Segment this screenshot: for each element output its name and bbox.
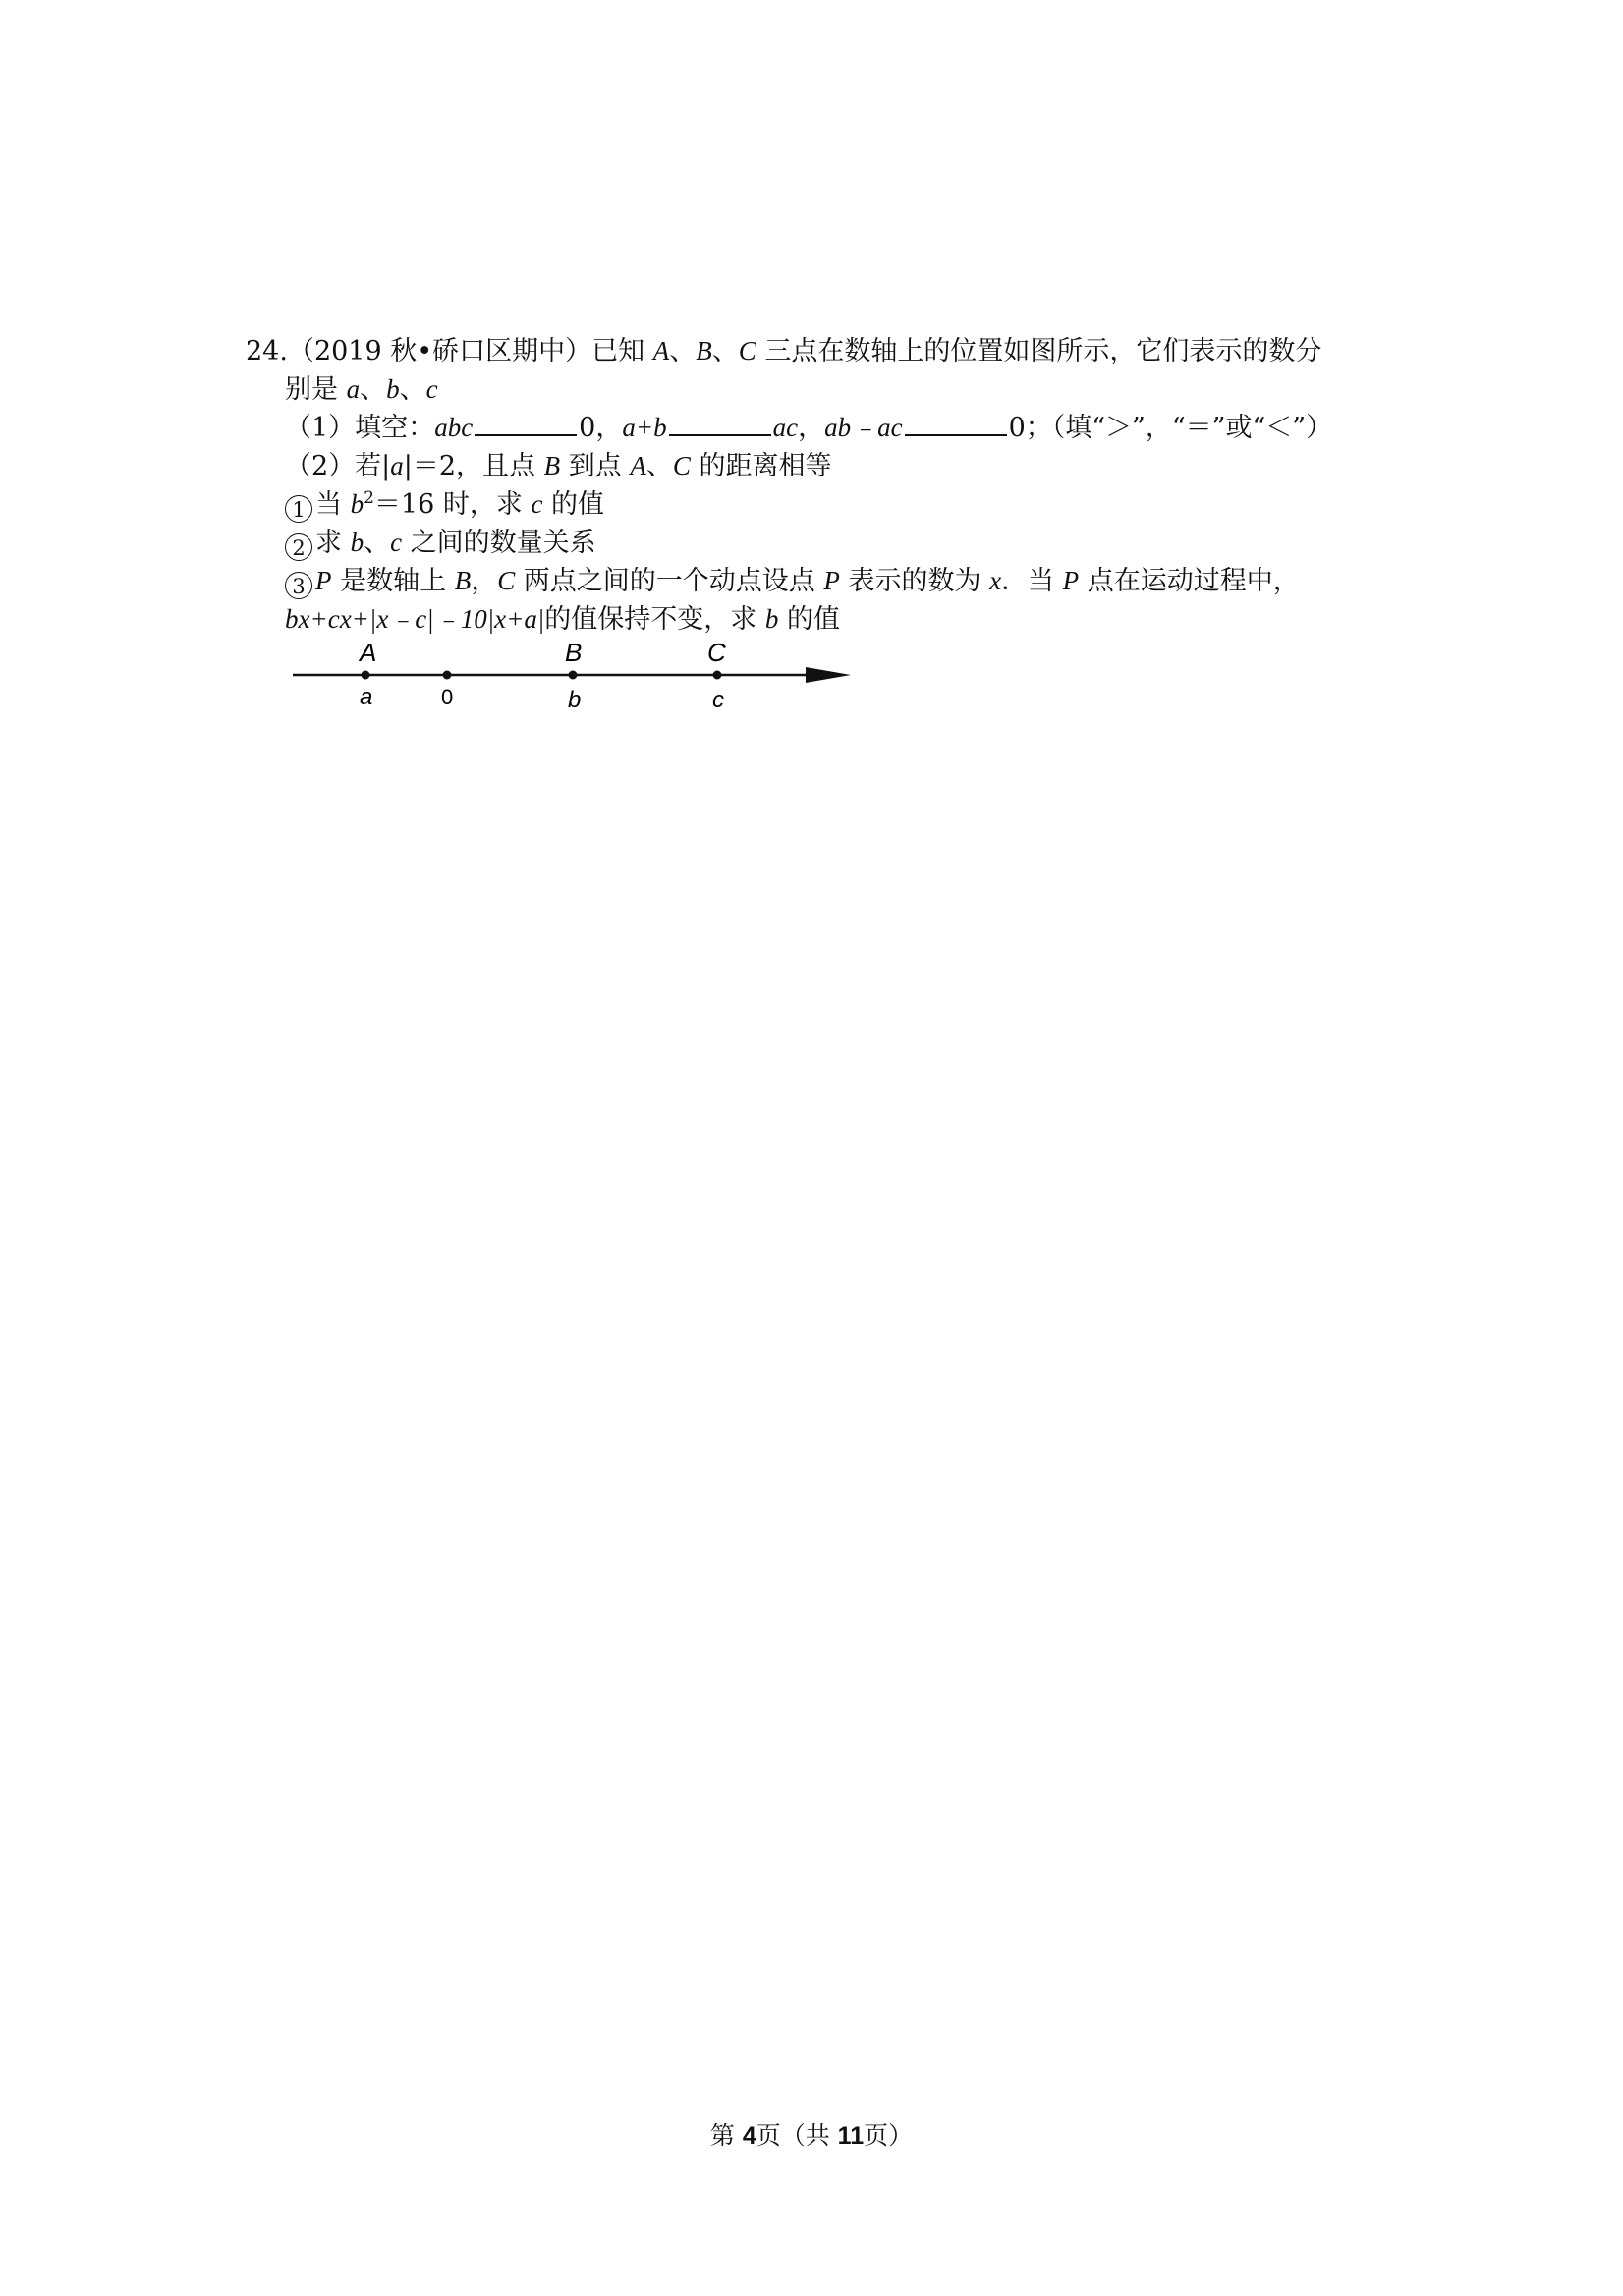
part-2: （2）若|a|＝2，且点 B 到点 A、C 的距离相等 xyxy=(285,451,832,481)
label-B: B xyxy=(565,638,583,667)
answer-blank-1[interactable] xyxy=(475,411,577,436)
sub-question-3: 3 P 是数轴上 B，C 两点之间的一个动点设点 P 表示的数为 x．当 P 点在运动过程中， xyxy=(285,564,1300,599)
sub-question-2: 2 求 b、c 之间的数量关系 xyxy=(285,526,596,561)
part-1: （1）填空：abc 0，a+b ac，ab﹣ac 0；（填“＞”，“＝”或“＜”） xyxy=(285,413,1333,443)
point-a-dot xyxy=(362,671,370,680)
value-c: c xyxy=(712,687,724,712)
sub-question-3-cont: bx+cx+|x﹣c|﹣10|x+a|的值保持不变，求 b 的值 xyxy=(285,604,840,635)
value-a: a xyxy=(360,684,373,710)
page-footer: 第 4页（共 11页） xyxy=(709,2121,914,2150)
number-line-figure xyxy=(293,634,853,712)
question-stem-line1: 24.（2019 秋•硚口区期中）已知 A、B、C 三点在数轴上的位置如图所示，它们表示的数分 xyxy=(246,336,1322,366)
circled-number-3: 3 xyxy=(285,572,312,599)
answer-blank-2[interactable] xyxy=(669,411,771,436)
axis-arrow xyxy=(806,667,851,683)
circled-number-1: 1 xyxy=(285,495,312,523)
label-A: A xyxy=(360,638,377,667)
point-c-dot xyxy=(713,671,722,680)
question-number: 24. xyxy=(246,336,288,366)
circled-number-2: 2 xyxy=(285,533,312,561)
sub-question-1: 1 当 $b^2=16$ 时，求 c 的值 xyxy=(285,487,604,523)
point-b-dot xyxy=(569,671,578,680)
answer-blank-3[interactable] xyxy=(905,411,1007,436)
value-0: 0 xyxy=(441,685,454,709)
page-total: 11 xyxy=(837,2122,865,2150)
question-stem-line2: 别是 a、b、c xyxy=(285,374,438,405)
origin-dot xyxy=(443,671,452,680)
expression: bx+cx+|x﹣c|﹣10|x+a| xyxy=(285,604,545,634)
value-b: b xyxy=(568,687,582,712)
page-number: 4 xyxy=(742,2122,756,2150)
label-C: C xyxy=(707,638,726,667)
question-source: （2019 秋•硚口区期中） xyxy=(287,336,592,366)
